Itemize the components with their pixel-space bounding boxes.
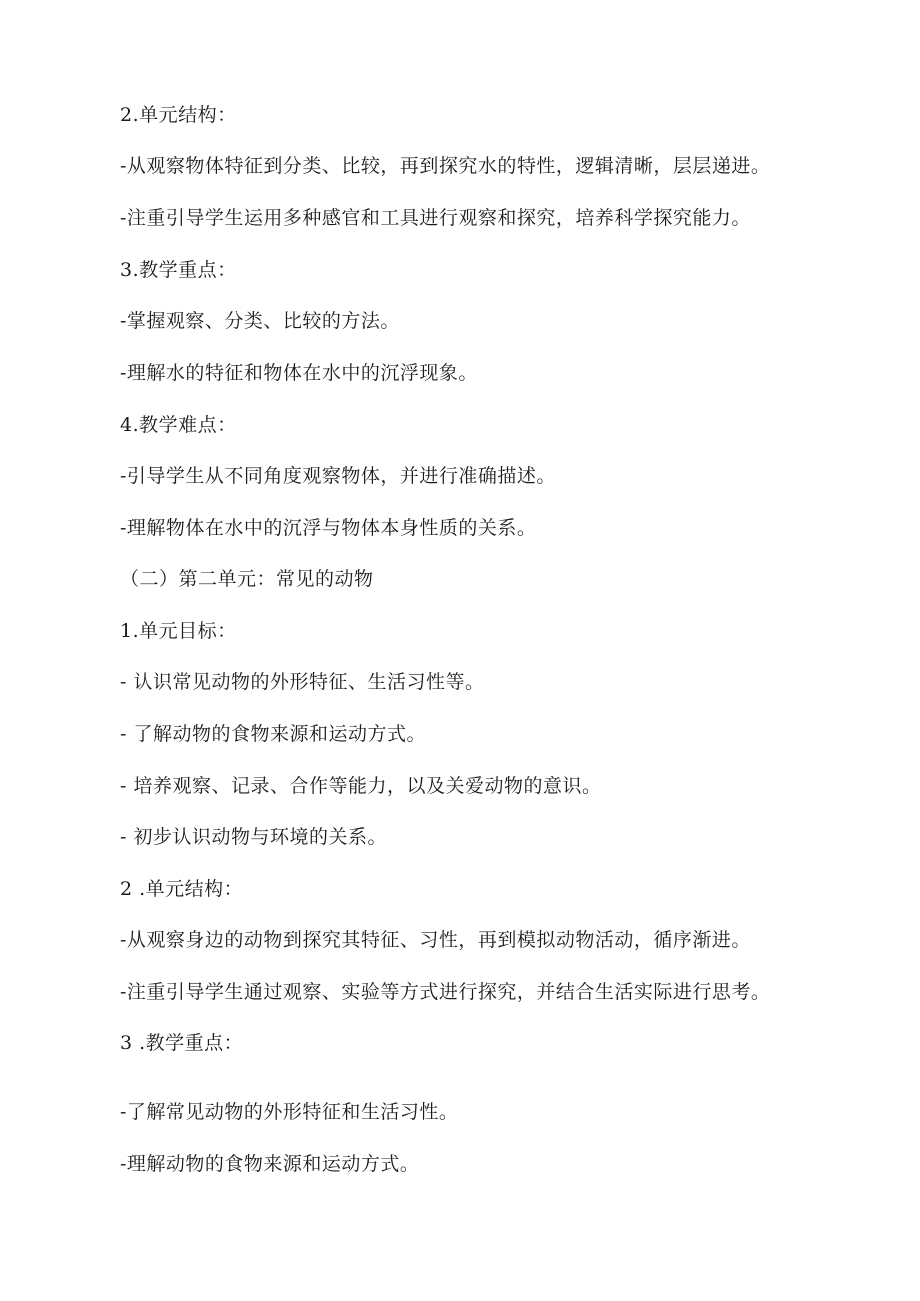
paragraph-line: -从观察物体特征到分类、比较，再到探究水的特性，逻辑清晰，层层递进。 (120, 155, 771, 177)
section-heading-unit-structure: 2 .单元结构： (120, 878, 244, 900)
paragraph-line: -理解物体在水中的沉浮与物体本身性质的关系。 (120, 517, 537, 539)
section-heading-unit-goals: 1.单元目标： (120, 620, 237, 642)
paragraph-line: -理解水的特征和物体在水中的沉浮现象。 (120, 362, 478, 384)
section-heading-key-points: 3 .教学重点： (120, 1032, 244, 1054)
paragraph-line: -注重引导学生运用多种感官和工具进行观察和探究，培养科学探究能力。 (120, 207, 751, 229)
paragraph-line: - 认识常见动物的外形特征、生活习性等。 (120, 671, 485, 693)
paragraph-line: - 了解动物的食物来源和运动方式。 (120, 723, 426, 745)
section-heading-key-points: 3.教学重点： (120, 259, 237, 281)
paragraph-line: -从观察身边的动物到探究其特征、习性，再到模拟动物活动，循序渐进。 (120, 929, 751, 951)
paragraph-line: - 初步认识动物与环境的关系。 (120, 826, 387, 848)
section-heading-difficulties: 4.教学难点： (120, 414, 237, 436)
chapter-heading-unit-two: （二）第二单元：常见的动物 (120, 568, 374, 590)
paragraph-line: -注重引导学生通过观察、实验等方式进行探究，并结合生活实际进行思考。 (120, 981, 771, 1003)
paragraph-line: -理解动物的食物来源和运动方式。 (120, 1153, 420, 1175)
paragraph-line: -了解常见动物的外形特征和生活习性。 (120, 1101, 459, 1123)
section-heading-unit-structure: 2.单元结构： (120, 104, 237, 126)
paragraph-line: - 培养观察、记录、合作等能力，以及关爱动物的意识。 (120, 775, 602, 797)
paragraph-line: -引导学生从不同角度观察物体，并进行准确描述。 (120, 465, 556, 487)
paragraph-line: -掌握观察、分类、比较的方法。 (120, 310, 400, 332)
